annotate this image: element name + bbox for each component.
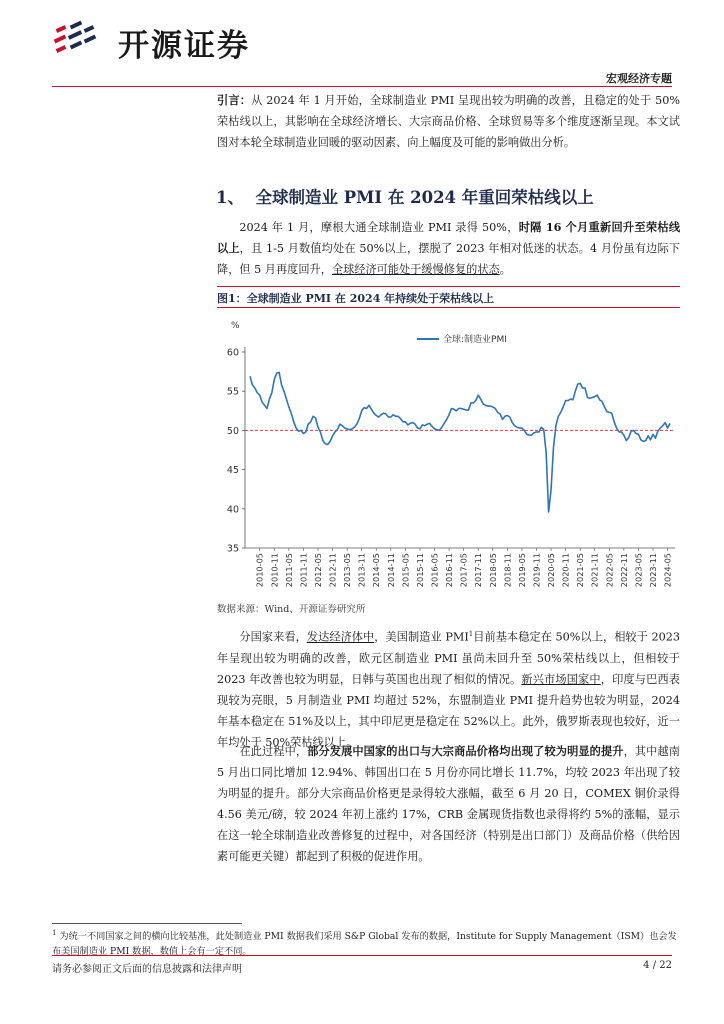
y-tick-label: 35 (226, 543, 239, 555)
section-title: 全球制造业 PMI 在 2024 年重回荣枯线以上 (255, 188, 594, 207)
x-tick-label: 2017-11 (473, 553, 484, 588)
x-tick-label: 2014-05 (371, 553, 382, 588)
p2-underline-2: 新兴市场国家中 (521, 672, 601, 686)
x-tick-label: 2013-11 (356, 553, 367, 588)
p1-text-2: ，且 1-5 月数值均处在 50%以上，摆脱了 2023 年相对低迷的状态。4 月份虽有边际下降，但 5 月再度回升， (217, 242, 680, 276)
paragraph-2 (217, 624, 680, 753)
x-tick-label: 2015-11 (414, 553, 425, 588)
x-tick-label: 2022-05 (604, 553, 615, 588)
intro-lead: 引言： (217, 93, 252, 107)
x-tick-label: 2012-11 (327, 553, 338, 588)
p2-text-2: ，美国制造业 PMI (374, 630, 469, 644)
figure-rule-top (217, 286, 680, 287)
report-category: 宏观经济专题 (606, 72, 672, 85)
footnote-mark: 1 (52, 929, 57, 937)
figure-title: 图1：全球制造业 PMI 在 2024 年持续处于荣枯线以上 (217, 292, 495, 305)
x-tick-label: 2016-11 (444, 553, 455, 588)
p1-text-1: 2024 年 1 月，摩根大通全球制造业 PMI 录得 50%， (239, 221, 519, 234)
pmi-line-chart (217, 312, 680, 597)
figure-rule-bottom (217, 307, 680, 308)
section-heading (216, 184, 594, 208)
x-tick-label: 2010-11 (269, 553, 280, 588)
p2-text-1: 分国家来看， (239, 630, 307, 644)
intro-text: 从 2024 年 1 月开始，全球制造业 PMI 呈现出较为明确的改善，且稳定的处于 50%荣枯线以上，其影响在全球经济增长、大宗商品价格、全球贸易等多个维度逐渐呈现。本文试图对本轮全球制造业回暖的驱动因素、向上幅度及可能的影响做出分析。 (217, 94, 680, 149)
x-tick-label: 2019-11 (531, 553, 542, 588)
x-tick-label: 2014-11 (385, 553, 396, 588)
p2-text-4: ，印度与巴西表现较为亮眼，5 月制造业 PMI 均超过 52%，东盟制造业 PMI 提升趋势也较为明显，2024 年基本稳定在 51%及以上，其中印尼更是稳定在 52%以上。此外，俄罗斯表现也较好，近一年均处于 50%荣枯线以上。 (217, 672, 680, 749)
p3-text-2: ，其中越南 5 月出口同比增加 12.94%、韩国出口在 5 月份亦同比增长 11.7%，均较 2023 年出现了较为明显的提升。部分大宗商品价格更是录得较大涨幅，截至 6 月 20 日，COMEX 铜价录得 4.56 美元/磅，较 2024 年初上涨约 17%，CRB 金属现货指数也录得将约 5%的涨幅，显示在这一轮全球制造业改善修复的过程中，对各国经济（特别是出口部门）及商品价格（供给因素可能更关键）都起到了积极的促进作用。 (217, 745, 680, 863)
y-tick-label: 50 (226, 425, 239, 437)
p1-underline-1: 全球经济可能处于缓慢修复的状态 (331, 263, 500, 276)
legend-label: 全球:制造业PMI (443, 335, 507, 345)
footnote-ref[interactable]: 1 (468, 630, 474, 638)
footer-disclaimer: 请务必参阅正文后面的信息披露和法律声明 (52, 964, 242, 975)
p1-bold-1: 时隔 16 个月重新回升至荣枯线以上 (217, 220, 681, 255)
x-tick-label: 2023-05 (633, 553, 644, 588)
y-tick-label: 45 (226, 465, 239, 477)
y-axis-unit-label: % (231, 321, 240, 331)
p1-text-3: 。 (499, 263, 511, 276)
p3-text-1: 在此过程中， (239, 745, 308, 758)
y-tick-label: 40 (226, 504, 239, 516)
footnote-divider (52, 923, 242, 924)
p2-underline-1: 发达经济体中 (306, 630, 375, 644)
x-tick-label: 2020-11 (560, 553, 571, 588)
x-tick-label: 2019-05 (516, 553, 527, 588)
x-tick-label: 2011-05 (283, 553, 294, 588)
p2-text-3: 目前基本稳定在 50%以上，相较于 2023 年呈现出较为明确的改善，欧元区制造业 PMI 虽尚未回升至 50%荣枯线以上，但相较于 2023 年改善也较为明显，日韩与英国也出现了相似的情况。 (217, 630, 680, 686)
intro-paragraph (217, 90, 680, 153)
header-divider (52, 86, 672, 87)
p3-bold-1: 部分发展中国家的出口与大宗商品价格均出现了较为明显的提升 (307, 744, 624, 758)
footnote-text: 为统一不同国家之间的横向比较基准，此处制造业 PMI 数据我们采用 S&P Global 发布的数据，Institute for Supply Management（ISM）也会发布美国制造业 PMI 数据，数值上会有一定不同。 (52, 931, 677, 958)
paragraph-1 (217, 217, 680, 280)
x-tick-label: 2010-05 (254, 553, 265, 588)
x-tick-label: 2023-11 (648, 553, 659, 588)
footer-divider (52, 955, 672, 956)
x-tick-label: 2011-11 (298, 553, 309, 588)
x-tick-label: 2020-05 (546, 553, 557, 588)
y-tick-label: 60 (226, 347, 239, 359)
brand-name: 开源证券 (118, 28, 250, 64)
x-tick-label: 2016-05 (429, 553, 440, 588)
x-tick-label: 2021-05 (575, 553, 586, 588)
x-tick-label: 2022-11 (618, 553, 629, 588)
x-tick-label: 2013-05 (342, 553, 353, 588)
x-tick-label: 2018-11 (502, 553, 513, 588)
series-line-global-pmi (250, 372, 670, 512)
brand-logo-mark-icon (52, 17, 112, 57)
x-tick-label: 2018-05 (487, 553, 498, 588)
y-tick-label: 55 (226, 386, 239, 398)
x-tick-label: 2012-05 (312, 553, 323, 588)
page-number: 4 / 22 (643, 960, 672, 971)
x-tick-label: 2015-05 (400, 553, 411, 588)
x-tick-label: 2021-11 (589, 553, 600, 588)
paragraph-3 (217, 741, 680, 867)
section-number: 1、 (216, 188, 244, 207)
x-tick-label: 2017-05 (458, 553, 469, 588)
x-tick-label: 2024-05 (662, 553, 673, 588)
figure-source: 数据来源：Wind、开源证券研究所 (217, 604, 366, 615)
